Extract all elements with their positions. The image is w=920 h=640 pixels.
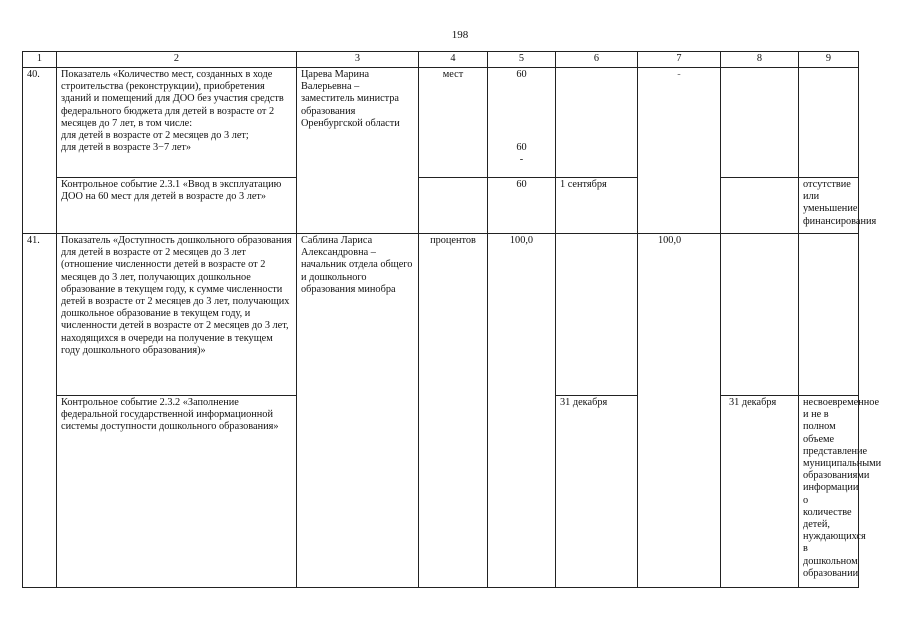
value-sub1: 60: [516, 142, 527, 154]
control-event-text: Контрольное событие 2.3.1 «Ввод в эксплуатацию ДОО на 60 мест для детей в возрасте до 3 лет»: [57, 178, 297, 234]
unit-cell: процентов: [419, 234, 488, 588]
target-value: 100,0: [638, 234, 721, 588]
responsible-person: Саблина Лариса Александровна – начальник отдела общего и дошкольного образования минобра: [297, 234, 419, 588]
date-cell-8: [721, 178, 799, 234]
event-date: 1 сентября: [556, 178, 638, 234]
table-row-40: [23, 68, 859, 178]
col-header-3: 3: [297, 52, 419, 68]
col-header-2: 2: [57, 52, 297, 68]
indicator-cell: [57, 68, 297, 178]
plan-table: [22, 51, 882, 588]
table-row-event-231: [23, 178, 859, 234]
risk-cell: [799, 234, 859, 396]
dash-mark: -: [677, 69, 681, 80]
indicator-sub-text: для детей в возрасте от 2 месяцев до 3 лет;: [61, 130, 249, 142]
value-sub2: -: [519, 154, 524, 166]
table-row-41: [23, 234, 859, 396]
unit-cell: мест: [419, 68, 488, 178]
event-risk: несвоевременное и не в полном объеме представление муниципальными образованиями информации о количестве детей, нуждающихся в дошкольном образовании: [799, 396, 859, 588]
event-date: 31 декабря: [556, 396, 638, 588]
row-number: 41.: [23, 234, 57, 588]
indicator-sub-text: для детей в возрасте 3−7 лет»: [61, 142, 192, 154]
control-event-text: Контрольное событие 2.3.2 «Заполнение федеральной государственной информационной системы доступности дошкольного образования»: [57, 396, 297, 588]
event-risk: отсутствие или уменьшение финансирования: [799, 178, 859, 234]
col-header-8: 8: [721, 52, 799, 68]
event-value: 60: [488, 178, 556, 234]
col-header-1: 1: [23, 52, 57, 68]
col-header-7: 7: [638, 52, 721, 68]
event-date: 31 декабря: [721, 396, 799, 588]
date-cell-6: [556, 68, 638, 178]
date-cell-8: [721, 234, 799, 396]
indicator-text: Показатель «Количество мест, созданных в ходе строительства (реконструкции), приобретения зданий и помещений для ДОО без участия средств федерального бюджета для детей в возрасте от 2 месяцев до 7 лет, в том числе:: [61, 69, 284, 129]
mark-cell-7: [638, 68, 721, 234]
value-cell: 100,0: [488, 234, 556, 588]
col-header-6: 6: [556, 52, 638, 68]
col-header-5: 5: [488, 52, 556, 68]
header-row: [23, 52, 859, 68]
date-cell-8: [721, 68, 799, 178]
unit-cell: [419, 178, 488, 234]
value-cell: [488, 68, 556, 178]
responsible-person: Царева Марина Валерьевна – заместитель министра образования Оренбургской области: [297, 68, 419, 234]
col-header-9: 9: [799, 52, 859, 68]
value-total: 60: [516, 69, 527, 80]
page-number: 198: [451, 29, 469, 41]
row-number: 40.: [23, 68, 57, 234]
date-cell-6: [556, 234, 638, 396]
risk-cell: [799, 68, 859, 178]
indicator-text: Показатель «Доступность дошкольного образования для детей в возрасте от 2 месяцев до 3 лет (отношение численности детей в возрасте от 2 месяцев до 3 лет, получающих дошкольное образование в текущем году, к сумме численности детей в возрасте от 2 месяцев до 3 лет, получающих дошкольное образование в текущем году, и численности детей в возрасте от 2 месяцев до 3 лет, находящихся в очереди на получение в текущем году дошкольного образования)»: [57, 234, 297, 396]
col-header-4: 4: [419, 52, 488, 68]
